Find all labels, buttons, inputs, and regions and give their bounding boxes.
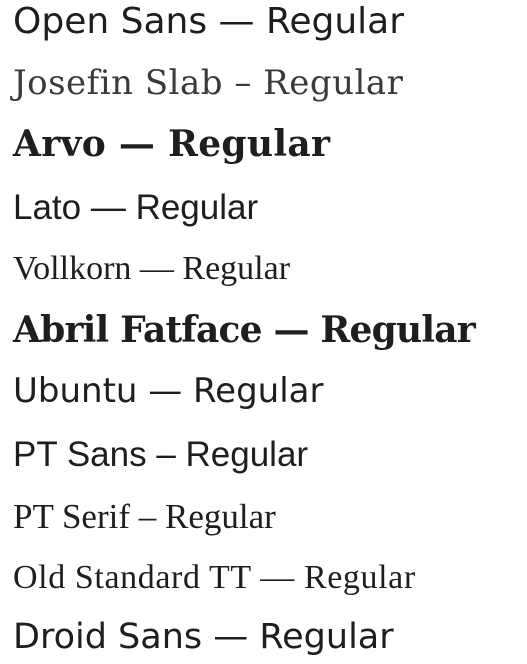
- font-sample-lato: Lato — Regular: [13, 188, 259, 227]
- font-sample-pt-sans: PT Sans – Regular: [13, 435, 309, 474]
- font-sample-abril-fatface: Abril Fatface — Regular: [13, 309, 475, 351]
- font-sample-vollkorn: Vollkorn — Regular: [13, 250, 291, 287]
- font-sample-open-sans: Open Sans — Regular: [13, 1, 405, 42]
- font-sample-ubuntu: Ubuntu — Regular: [13, 371, 324, 411]
- font-sample-old-standard-tt: Old Standard TT — Regular: [13, 559, 416, 596]
- font-sample-josefin-slab: Josefin Slab – Regular: [13, 63, 404, 103]
- font-sample-pt-serif: PT Serif – Regular: [13, 497, 276, 536]
- font-sample-droid-sans: Droid Sans — Regular: [13, 617, 394, 657]
- font-sample-arvo: Arvo — Regular: [13, 123, 331, 165]
